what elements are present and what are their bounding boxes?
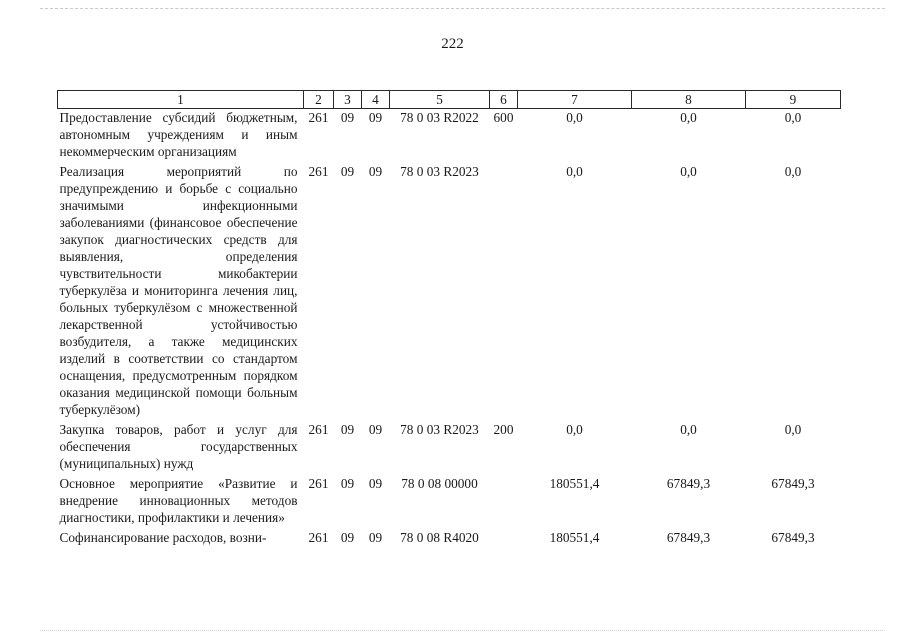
table-row: [58, 421, 841, 475]
scan-artifact-top: [40, 8, 885, 9]
row-col-2: 261: [308, 110, 329, 125]
row-name: Предоставление субсидий бюджетным, автономным учреждениям и иным некоммерческим организациям: [59, 110, 298, 159]
row-col-5: 78 0 03 R2023: [400, 164, 479, 179]
row-col-7: 0,0: [566, 164, 583, 179]
row-col-8: 0,0: [680, 164, 697, 179]
header-col-3: 3: [334, 91, 362, 109]
row-col-7: 0,0: [566, 110, 583, 125]
row-col-3: 09: [340, 164, 355, 179]
row-col-4: 09: [368, 110, 383, 125]
row-col-3: 09: [340, 110, 355, 125]
row-col-6: [490, 529, 518, 549]
row-col-5: 78 0 08 R4020: [400, 530, 479, 545]
row-col-6: 600: [493, 110, 514, 125]
table-header-row: [58, 91, 841, 109]
header-col-4: 4: [362, 91, 390, 109]
row-col-8: 0,0: [680, 110, 697, 125]
row-col-9: 67849,3: [771, 476, 815, 491]
row-col-5: 78 0 08 00000: [401, 476, 478, 491]
header-col-7: 7: [518, 91, 632, 109]
row-col-7: 180551,4: [549, 530, 600, 545]
row-col-3: 09: [340, 530, 355, 545]
row-col-3: 09: [340, 422, 355, 437]
row-col-8: 67849,3: [666, 476, 711, 491]
row-col-9: 0,0: [784, 110, 802, 125]
row-col-4: 09: [368, 422, 383, 437]
row-col-6: [490, 163, 518, 421]
header-col-1: 1: [58, 91, 304, 109]
header-col-2: 2: [304, 91, 334, 109]
row-col-2: 261: [308, 476, 329, 491]
row-col-7: 180551,4: [549, 476, 600, 491]
row-name: Софинансирование расходов, возни-: [59, 530, 267, 545]
header-col-5: 5: [390, 91, 490, 109]
scan-artifact-bottom: [40, 630, 885, 631]
header-col-8: 8: [632, 91, 746, 109]
row-name: Основное мероприятие «Развитие и внедрение инновационных методов диагностики, профилактики и лечения»: [59, 476, 298, 525]
row-col-5: 78 0 03 R2023: [400, 422, 479, 437]
row-col-3: 09: [340, 476, 355, 491]
table-row: [58, 163, 841, 421]
row-col-2: 261: [308, 422, 329, 437]
row-col-8: 0,0: [680, 422, 697, 437]
row-name: Реализация мероприятий по предупреждению и борьбе с социально значимыми инфекционными заболеваниями (финансовое обеспечение закупок диагностических средств для выявления, определения чувствительности микобактерии туберкулёза и мониторинга лечения лиц, больных туберкулёзом с множественной лекарственной устойчивостью возбудителя, а также медицинских изделий в соответствии со стандартом оснащения, предусмотренным порядком оказания медицинской помощи больным туберкулёзом): [59, 164, 298, 417]
row-col-7: 0,0: [566, 422, 583, 437]
budget-table: [57, 90, 841, 549]
table-row: [58, 475, 841, 529]
table-row: [58, 529, 841, 549]
row-name: Закупка товаров, работ и услуг для обеспечения государственных (муниципальных) нужд: [59, 422, 298, 471]
row-col-9: 67849,3: [771, 530, 815, 545]
row-col-6: 200: [493, 422, 514, 437]
row-col-6: [490, 475, 518, 529]
row-col-5: 78 0 03 R2022: [400, 110, 479, 125]
table-row: [58, 109, 841, 164]
row-col-4: 09: [368, 164, 383, 179]
row-col-2: 261: [308, 164, 329, 179]
row-col-4: 09: [368, 530, 383, 545]
row-col-2: 261: [308, 530, 329, 545]
row-col-9: 0,0: [784, 164, 802, 179]
row-col-8: 67849,3: [666, 530, 711, 545]
header-col-6: 6: [490, 91, 518, 109]
row-col-9: 0,0: [784, 422, 802, 437]
page-number: 222: [441, 36, 464, 52]
row-col-4: 09: [368, 476, 383, 491]
header-col-9: 9: [746, 91, 841, 109]
